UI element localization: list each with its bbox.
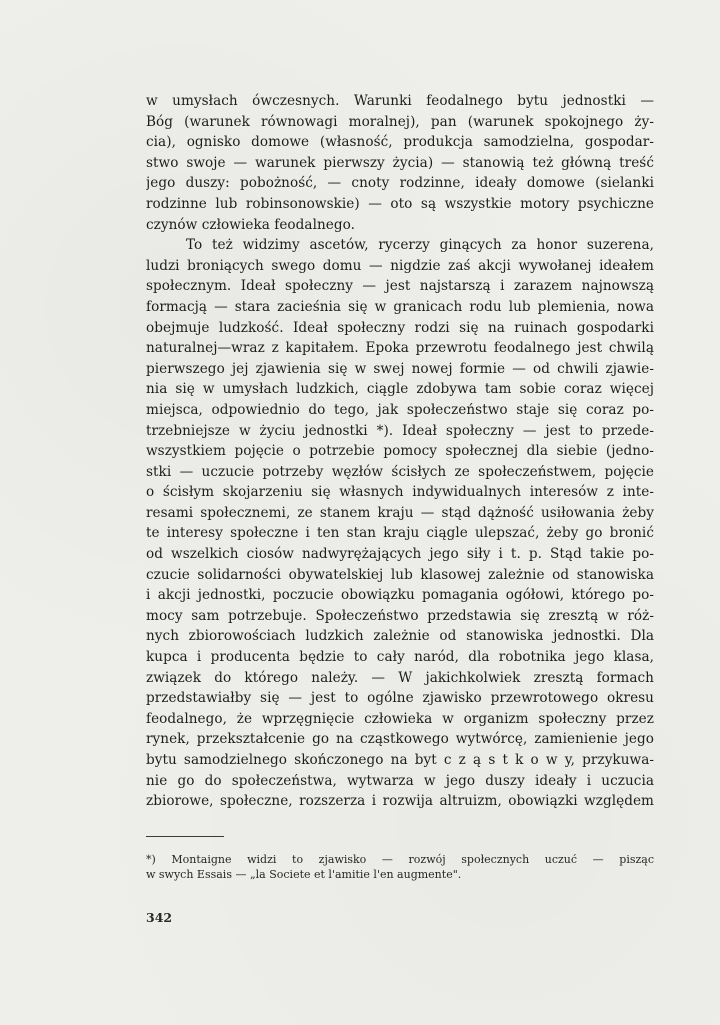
text-line: formacją — stara zacieśnia się w granicach rodu lub plemienia, nowa [146,298,654,315]
paragraph-1 [146,91,654,235]
main-text [146,91,654,812]
text-line: przedstawiałby się — jest to ogólne zjawisko przewrotowego okresu [146,690,654,707]
text-line: rynek, przekształcenie go na cząstkowego wytwórcę, zamienienie jego [146,731,654,748]
text-line: Bóg (warunek równowagi moralnej), pan (warunek spokojnego ży- [146,113,654,130]
text-line: To też widzimy ascetów, rycerzy ginących za honor suzerena, [186,237,654,254]
text-line: ludzi broniących swego domu — nigdzie zaś akcji wywołanej ideałem [146,257,654,274]
text-line: czucie solidarności obywatelskiej lub klasowej zależnie od stanowiska [146,566,654,583]
text-line: obejmuje ludzkość. Ideał społeczny rodzi się na ruinach gospodarki [146,319,654,336]
page-number: 342 [146,910,173,925]
text-line: związek do którego należy. — W jakichkolwiek zresztą formach [146,669,654,686]
text-line: naturalnej—wraz z kapitałem. Epoka przewrotu feodalnego jest chwilą [146,340,654,357]
text-line: kupca i producenta będzie to cały naród, dla robotnika jego klasa, [146,649,654,666]
footnote-line: *) Montaigne widzi to zjawisko — rozwój społecznych uczuć — pisząc [146,853,654,866]
footnote-line: w swych Essais — „la Societe et l'amitie l'en augmente". [146,868,462,881]
text-line: miejsca, odpowiednio do tego, jak społeczeństwo staje się coraz po- [146,401,654,418]
footnote-separator [146,836,224,837]
text-line: rodzinne lub robinsonowskie) — oto są wszystkie motory psychiczne [146,195,654,212]
text-line: wszystkiem pojęcie o potrzebie pomocy społecznej dla siebie (jedno- [146,443,654,460]
text-line: o ścisłym skojarzeniu się własnych indywidualnych interesów z inte- [146,484,654,501]
text-line: nia się w umysłach ludzkich, ciągle zdobywa tam sobie coraz więcej [146,381,654,398]
paragraph-2 [146,235,654,812]
footnote [146,852,654,882]
text-line: i akcji jednostki, poczucie obowiązku pomagania ogółowi, którego po- [146,587,654,604]
text-line: bytu samodzielnego skończonego na byt c z ą s t k o w y, przykuwa- [146,752,654,768]
text-line: nych zbiorowościach ludzkich zależnie od stanowiska jednostki. Dla [146,628,654,645]
text-line: w umysłach ówczesnych. Warunki feodalnego bytu jednostki — [146,93,654,109]
text-line: feodalnego, że wprzęgnięcie człowieka w organizm społeczny przez [146,710,654,727]
text-line: stki — uczucie potrzeby węzłów ścisłych ze społeczeństwem, pojęcie [146,463,654,480]
text-line: te interesy społeczne i ten stan kraju ciągle ulepszać, żeby go bronić [146,525,654,542]
text-line: czynów człowieka feodalnego. [146,216,355,233]
text-line: jego duszy: pobożność, — cnoty rodzinne, ideały domowe (sielanki [146,175,654,192]
text-line: nie go do społeczeństwa, wytwarza w jego duszy ideały i uczucia [146,772,654,789]
text-line: pierwszego jej zjawienia się w swej nowej formie — od chwili zjawie- [146,360,654,377]
text-line: cia), ognisko domowe (własność, produkcja samodzielna, gospodar- [146,134,654,151]
text-line: zbiorowe, społeczne, rozszerza i rozwija altruizm, obowiązki względem [146,793,654,810]
text-line: resami społecznemi, ze stanem kraju — stąd dążność usiłowania żeby [146,504,654,521]
text-line: społecznym. Ideał społeczny — jest najstarszą i zarazem najnowszą [146,278,654,295]
text-line: stwo swoje — warunek pierwszy życia) — stanowią też główną treść [146,154,654,171]
text-line: trzebniejsze w życiu jednostki *). Ideał społeczny — jest to przede- [146,422,654,439]
text-line: od wszelkich ciosów nadwyrężających jego siły i t. p. Stąd takie po- [146,546,654,563]
text-line: mocy sam potrzebuje. Społeczeństwo przedstawia się zresztą w róż- [146,607,654,624]
